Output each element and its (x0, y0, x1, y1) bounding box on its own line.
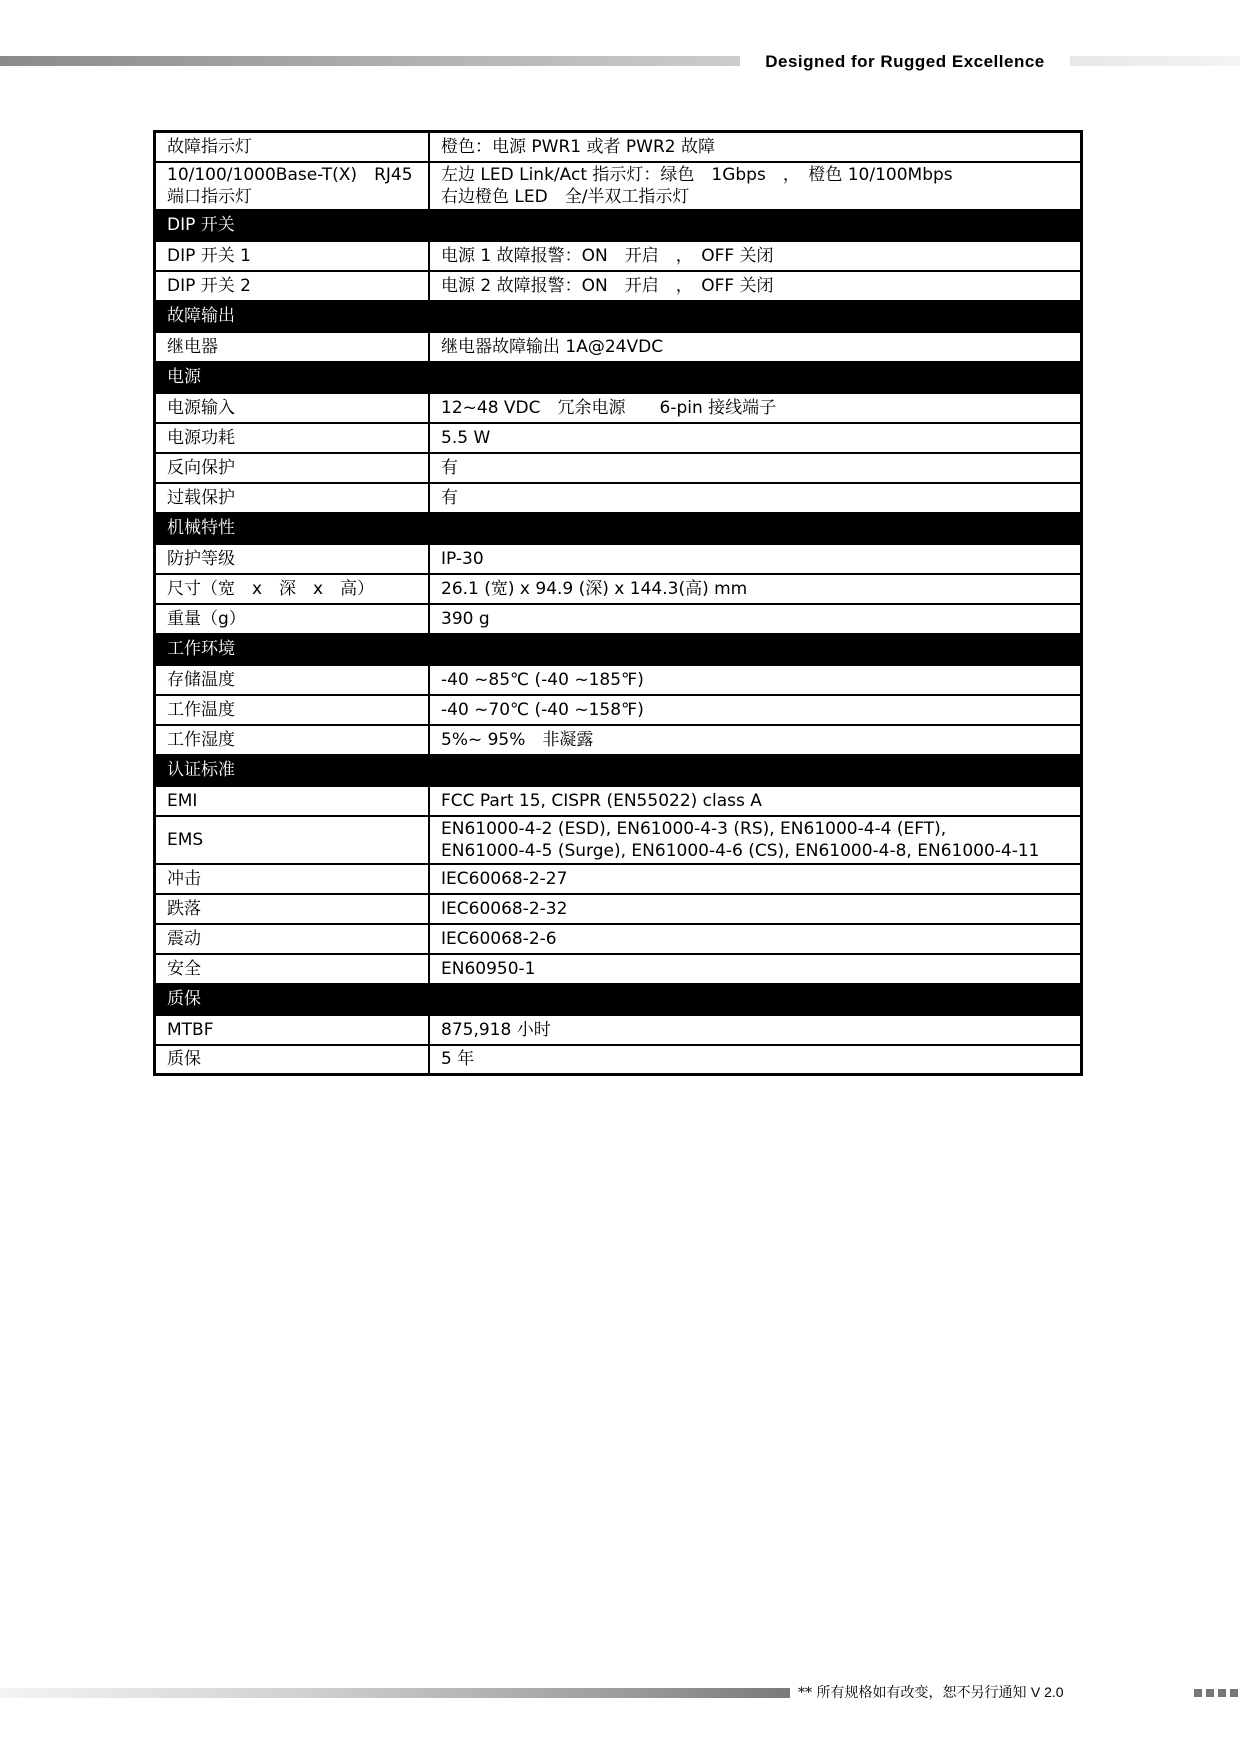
table-row (155, 483, 1082, 513)
spec-value: IEC60068-2-32 (429, 894, 1082, 924)
table-row (155, 332, 1082, 362)
spec-value: 390 g (429, 604, 1082, 634)
spec-value: 5.5 W (429, 423, 1082, 453)
section-header-row (155, 301, 1082, 332)
table-row (155, 544, 1082, 574)
section-header-row (155, 755, 1082, 786)
table-row (155, 695, 1082, 725)
spec-value: 左边 LED Link/Act 指示灯：绿色 1Gbps ， 橙色 10/100Mbps 右边橙色 LED 全/半双工指示灯 (429, 162, 1082, 210)
footer-square (1194, 1689, 1202, 1697)
table-row (155, 816, 1082, 864)
spec-label: 继电器 (155, 332, 430, 362)
footer-square (1218, 1689, 1226, 1697)
spec-label: 工作湿度 (155, 725, 430, 755)
spec-label: DIP 开关 2 (155, 271, 430, 301)
table-row (155, 864, 1082, 894)
spec-label: 电源输入 (155, 393, 430, 423)
footer-squares (1194, 1689, 1238, 1697)
spec-value: 继电器故障输出 1A@24VDC (429, 332, 1082, 362)
spec-value: 有 (429, 483, 1082, 513)
section-title: DIP 开关 (155, 210, 1082, 241)
spec-value: 电源 1 故障报警：ON 开启 ， OFF 关闭 (429, 241, 1082, 271)
spec-label: 反向保护 (155, 453, 430, 483)
spec-label: 存储温度 (155, 665, 430, 695)
table-row (155, 786, 1082, 816)
section-header-row (155, 634, 1082, 665)
spec-label: EMS (155, 816, 430, 864)
spec-label: 10/100/1000Base-T(X) RJ45 端口指示灯 (155, 162, 430, 210)
table-row (155, 954, 1082, 984)
spec-label: 故障指示灯 (155, 132, 430, 162)
spec-label: 过载保护 (155, 483, 430, 513)
section-title: 质保 (155, 984, 1082, 1015)
spec-label: 工作温度 (155, 695, 430, 725)
spec-value: -40 ~70℃ (-40 ~158℉) (429, 695, 1082, 725)
section-title: 机械特性 (155, 513, 1082, 544)
spec-label: MTBF (155, 1015, 430, 1045)
table-row (155, 1015, 1082, 1045)
spec-label: 防护等级 (155, 544, 430, 574)
table-row (155, 924, 1082, 954)
spec-label: 尺寸（宽 x 深 x 高） (155, 574, 430, 604)
section-title: 认证标准 (155, 755, 1082, 786)
spec-table (153, 130, 1083, 1076)
spec-table-body (155, 132, 1082, 1075)
table-row (155, 393, 1082, 423)
spec-value: -40 ~85℃ (-40 ~185℉) (429, 665, 1082, 695)
table-row (155, 132, 1082, 162)
table-row (155, 271, 1082, 301)
spec-value: 5 年 (429, 1045, 1082, 1075)
section-header-row (155, 984, 1082, 1015)
spec-label: 跌落 (155, 894, 430, 924)
table-row (155, 665, 1082, 695)
spec-value: 12~48 VDC 冗余电源 6-pin 接线端子 (429, 393, 1082, 423)
table-row (155, 1045, 1082, 1075)
footer-square (1206, 1689, 1214, 1697)
header-tagline: Designed for Rugged Excellence (740, 50, 1070, 74)
table-row (155, 725, 1082, 755)
spec-value: 875,918 小时 (429, 1015, 1082, 1045)
table-row (155, 604, 1082, 634)
spec-label: 震动 (155, 924, 430, 954)
section-title: 工作环境 (155, 634, 1082, 665)
footer-square (1230, 1689, 1238, 1697)
spec-label: 质保 (155, 1045, 430, 1075)
spec-value: 5%~ 95% 非凝露 (429, 725, 1082, 755)
section-title: 故障输出 (155, 301, 1082, 332)
spec-value: IEC60068-2-27 (429, 864, 1082, 894)
spec-value: IEC60068-2-6 (429, 924, 1082, 954)
spec-value: 电源 2 故障报警：ON 开启 ， OFF 关闭 (429, 271, 1082, 301)
spec-label: 重量（g） (155, 604, 430, 634)
spec-label: 冲击 (155, 864, 430, 894)
footer-version: V 2.0 (1030, 1684, 1064, 1700)
spec-label: DIP 开关 1 (155, 241, 430, 271)
spec-label: 电源功耗 (155, 423, 430, 453)
spec-label: EMI (155, 786, 430, 816)
spec-value: FCC Part 15, CISPR (EN55022) class A (429, 786, 1082, 816)
section-header-row (155, 513, 1082, 544)
spec-label: 安全 (155, 954, 430, 984)
table-row (155, 241, 1082, 271)
table-row (155, 453, 1082, 483)
table-row (155, 423, 1082, 453)
footer-disclaimer: ** 所有规格如有改变，恕不另行通知 (798, 1685, 1027, 1701)
table-row (155, 574, 1082, 604)
spec-value: EN61000-4-2 (ESD), EN61000-4-3 (RS), EN61000-4-4 (EFT), EN61000-4-5 (Surge), EN61000-4-6 (CS), EN61000-4-8, EN61000-4-11 (429, 816, 1082, 864)
section-title: 电源 (155, 362, 1082, 393)
spec-value: IP-30 (429, 544, 1082, 574)
footer-gradient-bar (0, 1688, 790, 1698)
spec-value: 有 (429, 453, 1082, 483)
spec-value: 26.1 (宽) x 94.9 (深) x 144.3(高) mm (429, 574, 1082, 604)
footer-note (798, 1682, 1064, 1702)
spec-value: EN60950-1 (429, 954, 1082, 984)
section-header-row (155, 210, 1082, 241)
table-row (155, 894, 1082, 924)
table-row (155, 162, 1082, 210)
section-header-row (155, 362, 1082, 393)
spec-value: 橙色：电源 PWR1 或者 PWR2 故障 (429, 132, 1082, 162)
